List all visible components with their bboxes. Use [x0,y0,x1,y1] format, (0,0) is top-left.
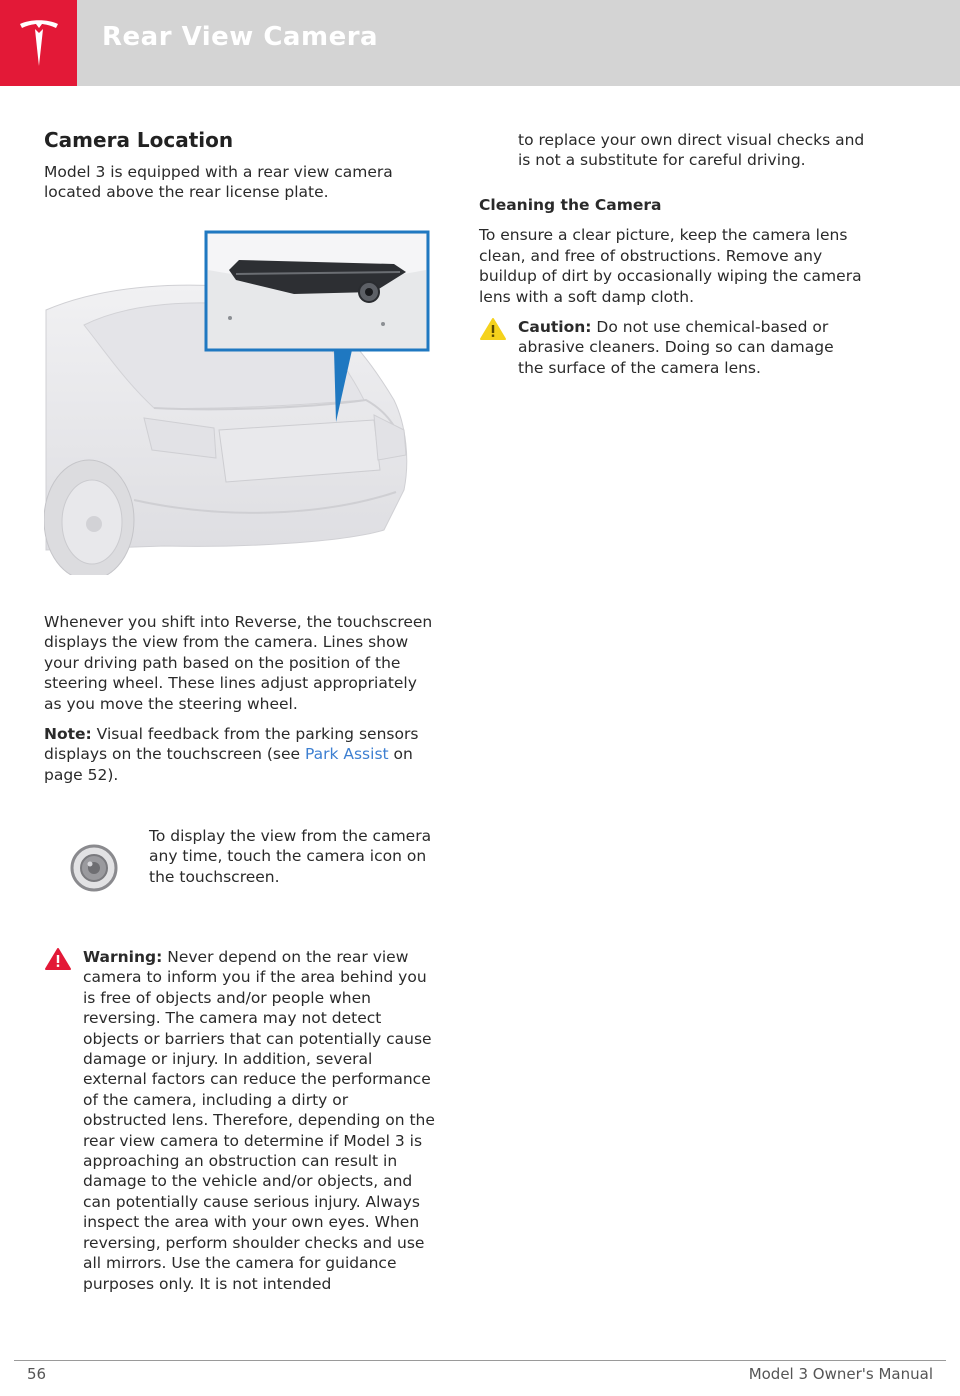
caution-text [518,317,863,378]
tesla-logo-icon [0,0,77,86]
warning-body: Never depend on the rear view camera to inform you if the area behind you is free of objects and/or people when reversing. The camera may not detect objects or barriers that can potentially cause damage or injury. In addition, several external factors can reduce the performance of the camera, including a dirty or obstructed lens. Therefore, depending on the rear view camera to determine if Model 3 is approaching an obstruction can result in damage to the vehicle and/or objects, and can potentially cause serious injury. Always inspect the area with your own eyes. When reversing, perform shoulder checks and use all mirrors. Use the camera for guidance purposes only. It is not intended [83,948,435,1293]
caution-label: Caution: [518,318,592,336]
warning-continued-text: to replace your own direct visual checks and is not a substitute for careful driving. [518,131,865,170]
warning-text [83,947,436,1294]
intro-paragraph: Model 3 is equipped with a rear view camera located above the rear license plate. [44,163,393,202]
camera-icon [70,844,118,896]
warning-icon [44,947,72,975]
section-heading: Camera Location [44,128,234,152]
note-label: Note: [44,725,92,744]
note-paragraph [44,724,436,785]
camera-location-section [44,128,436,203]
caution-icon [479,317,507,345]
caution-body: Do not use chemical-based or abrasive cleaners. Doing so can damage the surface of the camera lens. [518,318,834,377]
page-title: Rear View Camera [102,22,379,52]
page-number: 56 [27,1365,47,1383]
camera-icon-tip [44,826,436,906]
note-text-end: on page 52). [44,745,413,784]
cleaning-paragraph: To ensure a clear picture, keep the camera lens clean, and free of obstructions. Remove any buildup of dirt by occasionally wiping the camera lens with a soft damp cloth. [479,226,862,306]
cleaning-heading: Cleaning the Camera [479,196,662,214]
manual-title: Model 3 Owner's Manual [748,1365,933,1383]
note-text: Visual feedback from the parking sensors displays on the touchscreen (see [44,725,419,764]
page-header [0,0,960,86]
reverse-paragraph: Whenever you shift into Reverse, the touchscreen displays the view from the camera. Lines show your driving path based on the position of the steering wheel. These lines adjust appropriately as you move the steering wheel. [44,613,433,713]
footer-divider [14,1360,946,1361]
park-assist-link[interactable]: Park Assist [304,745,389,764]
rear-camera-illustration [44,230,432,575]
camera-icon-text: To display the view from the camera any time, touch the camera icon on the touchscreen. [149,827,432,886]
cleaning-section [479,195,871,307]
warning-label: Warning: [83,948,163,966]
reverse-section [44,612,436,785]
